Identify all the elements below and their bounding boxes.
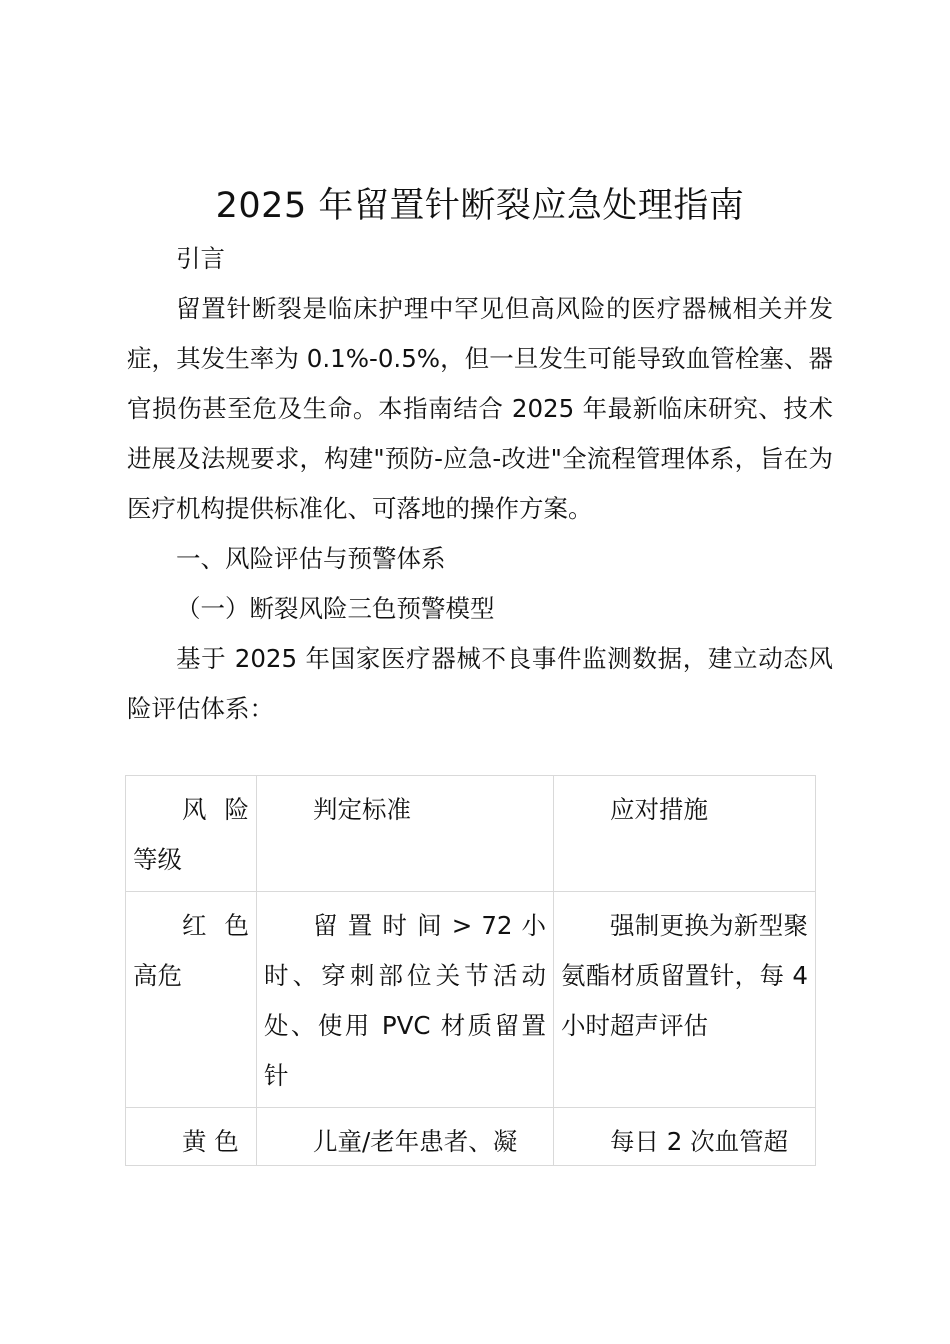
table-cell-measures [554,1108,816,1166]
table-header-level: 风 险 等级 [133,795,249,874]
table-header-cell-measures [554,776,816,892]
measures-yellow: 每日 2 次血管超 [610,1127,789,1156]
table-header-row [126,776,816,892]
measures-red: 强制更换为新型聚氨酯材质留置针，每 4 小时超声评估 [561,911,808,1040]
table-header-cell-criteria [257,776,554,892]
table-cell-level [126,1108,257,1166]
risk-level-red: 红 色 高危 [133,911,249,990]
table-cell-measures [554,892,816,1108]
subsection-heading-three-color-model: （一）断裂风险三色预警模型 [176,594,495,623]
table-cell-level [126,892,257,1108]
risk-level-yellow: 黄 色 [182,1127,239,1156]
table-header-criteria: 判定标准 [313,795,411,824]
risk-level-table-container [125,775,815,1166]
intro-paragraph: 留置针断裂是临床护理中罕见但高风险的医疗器械相关并发症，其发生率为 0.1%-0.5%，但一旦发生可能导致血管栓塞、器官损伤甚至危及生命。本指南结合 2025 年最新临床研究、技术进展及法规要求，构建"预防-应急-改进"全流程管理体系，旨在为医疗机构提供标准化、可落地的操作方案。 [127,294,833,523]
document-body [127,178,833,734]
risk-level-table [125,775,816,1166]
document-title: 2025 年留置针断裂应急处理指南 [215,186,745,226]
subsection-paragraph: 基于 2025 年国家医疗器械不良事件监测数据，建立动态风险评估体系： [127,644,833,723]
criteria-red: 留 置 时 间 > 72 小时、穿刺部位关节活动处、使用 PVC 材质留置针 [264,911,546,1090]
table-cell-criteria [257,892,554,1108]
table-header-cell-level [126,776,257,892]
table-header-measures: 应对措施 [610,795,708,824]
criteria-yellow: 儿童/老年患者、凝 [313,1127,518,1156]
table-row [126,1108,816,1166]
intro-heading: 引言 [176,244,225,273]
table-row [126,892,816,1108]
section-heading-risk-assessment: 一、风险评估与预警体系 [176,544,446,573]
table-cell-criteria [257,1108,554,1166]
